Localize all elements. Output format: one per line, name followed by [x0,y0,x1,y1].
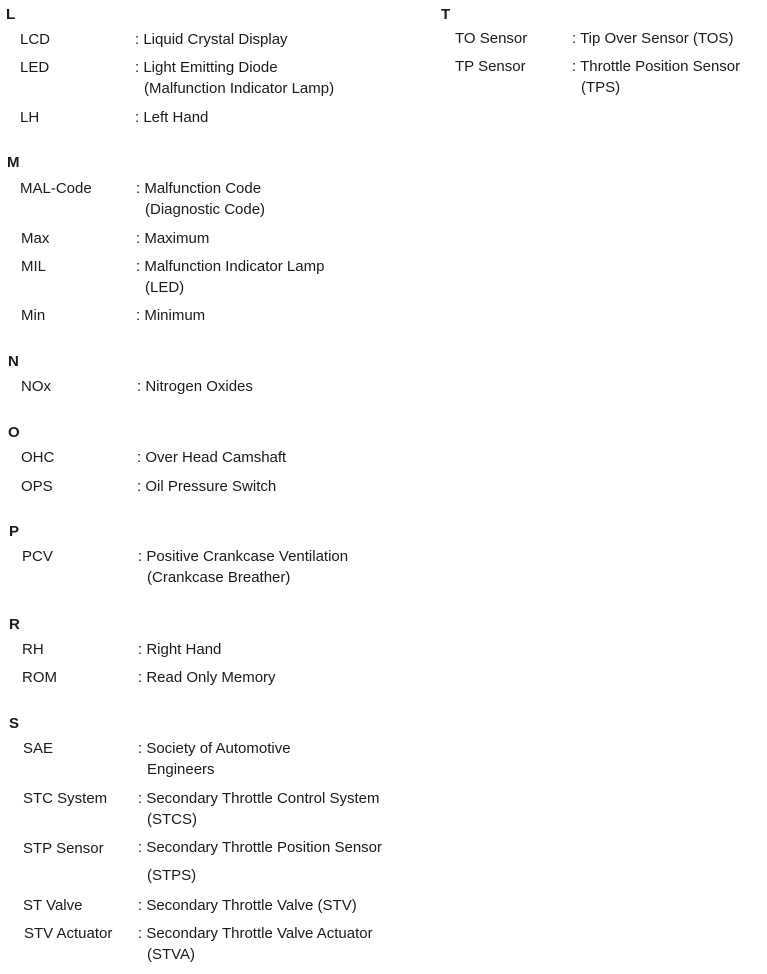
entry-abbr: MAL-Code [20,180,92,197]
entry-abbr: STV Actuator [24,925,113,942]
entry-abbr: MIL [21,258,47,275]
entry-abbr: LCD [20,31,51,48]
section-letter-t: T [441,6,451,23]
entry-abbr: STP Sensor [23,840,104,857]
entry-definition: : Malfunction Code (Diagnostic Code) [136,180,266,218]
entry-definition: : Secondary Throttle Position Sensor (STPS) [138,839,383,884]
section-letter-p: P [9,523,20,540]
entry-definition: : Throttle Position Sensor (TPS) [572,58,741,96]
section-letter-l: L [6,6,16,23]
entry-abbr: Min [21,307,46,324]
entry-definition: : Light Emitting Diode (Malfunction Indicator Lamp) [135,59,335,97]
entry-definition: : Liquid Crystal Display [135,31,288,48]
section-letter-s: S [9,715,20,732]
entry-abbr: OHC [21,449,55,466]
entry-definition: : Right Hand [138,641,222,658]
entry-definition: : Left Hand [135,109,209,126]
entry-definition: : Maximum [136,230,210,247]
entry-definition: : Secondary Throttle Valve (STV) [138,897,357,914]
entry-abbr: ST Valve [23,897,83,914]
section-letter-r: R [9,616,20,633]
entry-abbr: ROM [22,669,57,686]
section-letter-m: M [7,154,20,171]
section-letter-n: N [8,353,19,370]
entry-definition: : Oil Pressure Switch [137,478,277,495]
entry-abbr: STC System [23,790,108,807]
entry-abbr: RH [22,641,44,658]
entry-abbr: SAE [23,740,54,757]
entry-abbr: LH [20,109,40,126]
entry-definition: : Minimum [136,307,206,324]
entry-definition: : Read Only Memory [138,669,276,686]
entry-definition: : Secondary Throttle Control System (STCS) [138,790,380,828]
entry-abbr: LED [20,59,50,76]
entry-definition: : Secondary Throttle Valve Actuator (STVA) [138,925,373,963]
entry-definition: : Nitrogen Oxides [137,378,253,395]
entry-abbr: Max [21,230,50,247]
entry-abbr: TP Sensor [455,58,526,75]
entry-definition: : Society of Automotive Engineers [138,740,291,778]
entry-abbr: PCV [22,548,53,565]
entry-abbr: OPS [21,478,53,495]
entry-definition: : Over Head Camshaft [137,449,287,466]
entry-definition: : Positive Crankcase Ventilation (Crankcase Breather) [138,548,349,586]
entry-definition: : Tip Over Sensor (TOS) [572,30,734,47]
entry-abbr: NOx [21,378,51,395]
entry-abbr: TO Sensor [455,30,528,47]
entry-definition: : Malfunction Indicator Lamp (LED) [136,258,325,296]
section-letter-o: O [8,424,20,441]
